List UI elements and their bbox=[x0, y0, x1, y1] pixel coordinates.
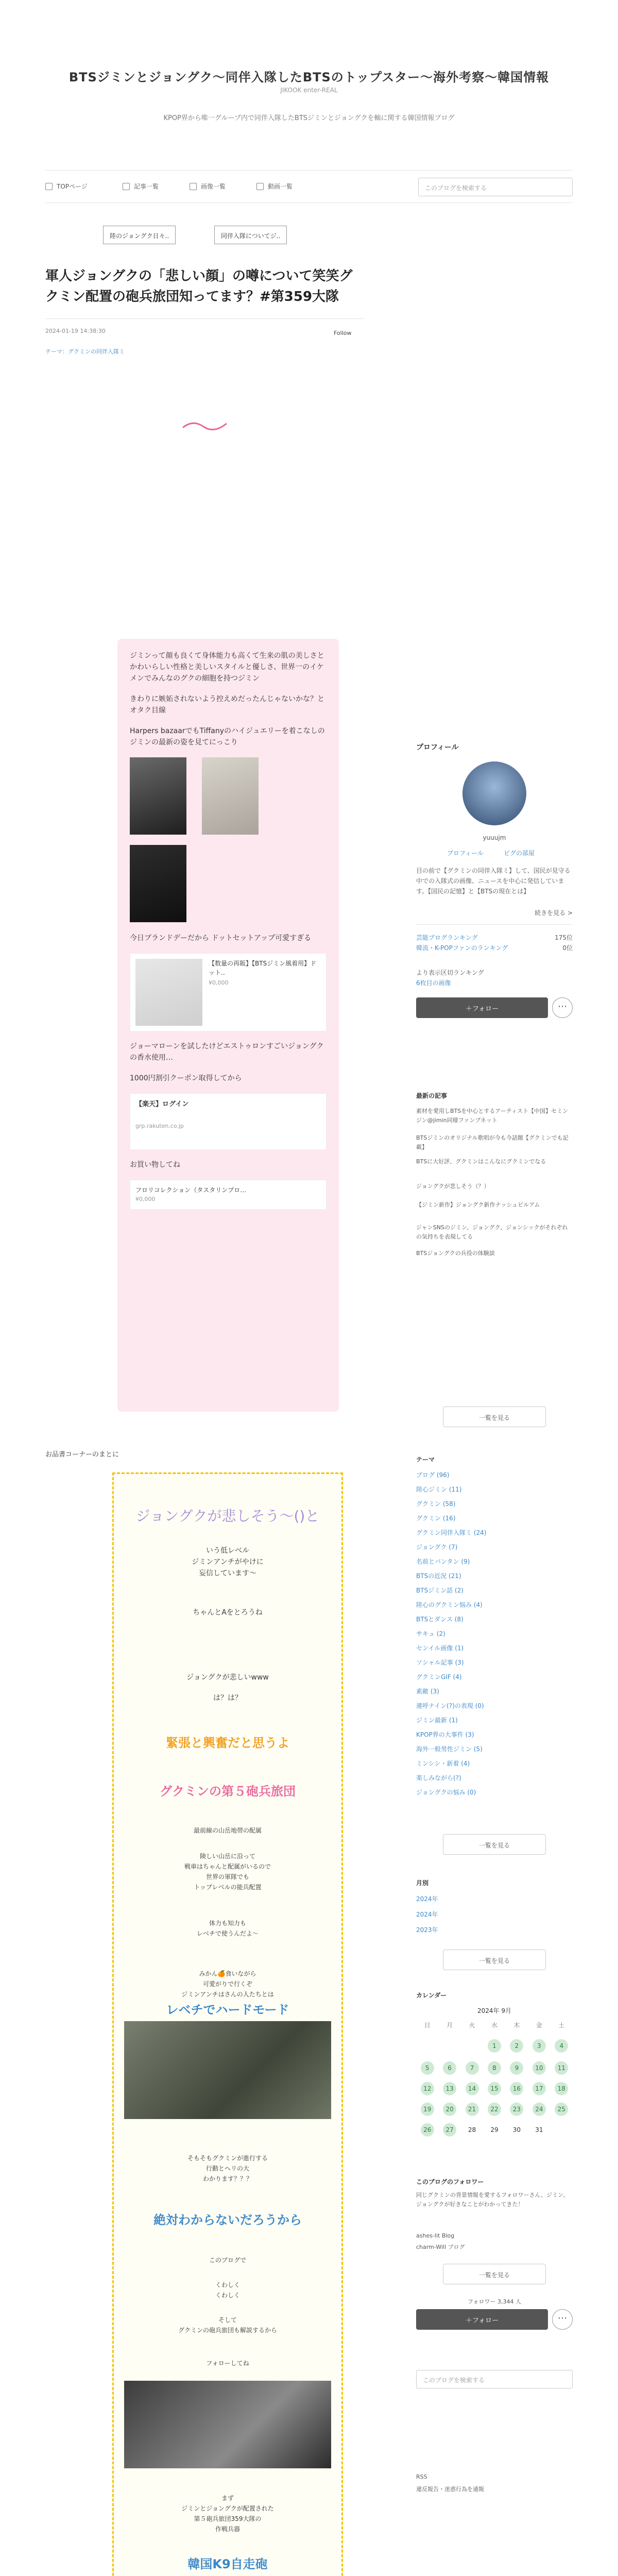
product2-price: ¥0,000 bbox=[135, 1196, 156, 1202]
follower-link-1[interactable]: ashes-lit Blog bbox=[416, 2232, 455, 2239]
report-link[interactable]: 違反報告・迷惑行為を通報 bbox=[416, 2486, 484, 2493]
yb-line-11: 険しい山岳に沿って bbox=[199, 1853, 255, 1860]
product2-title: フロリコレクション（タスタリンプロ… bbox=[135, 1187, 247, 1194]
ranking-rank-2: 0位 bbox=[562, 944, 573, 952]
yb-line-25: このブログで bbox=[209, 2257, 246, 2264]
related-pill-2[interactable]: 同伴入隊についてジ.. bbox=[214, 226, 287, 244]
category-item[interactable]: ジョングクの悩み (0) bbox=[416, 1789, 476, 1796]
follow-button[interactable]: ＋フォロー bbox=[416, 997, 548, 1018]
nav-item-images[interactable]: 画像一覧 bbox=[190, 182, 226, 191]
yb-line-26: くわしく bbox=[215, 2281, 240, 2289]
archive-heading: 月別 bbox=[416, 1879, 429, 1887]
calendar-day[interactable]: 16 bbox=[510, 2082, 523, 2095]
yb-line-28: そして bbox=[218, 2316, 237, 2324]
recent-item-1[interactable]: 素材を愛用しBTSを中心とするアーティスト【中国】セミンジン@jimin同様ファンブネット bbox=[416, 1108, 569, 1124]
recent-item-7[interactable]: BTSジョングクの兵役の体験談 bbox=[416, 1250, 495, 1257]
category-item[interactable]: BTSジミン話 (2) bbox=[416, 1587, 464, 1594]
followers-count: フォロワー 3,344 人 bbox=[468, 2298, 521, 2305]
calendar-weekday: 月 bbox=[447, 2022, 453, 2029]
calendar-day[interactable]: 1 bbox=[488, 2039, 501, 2053]
category-item[interactable]: KPOP界の大事件 (3) bbox=[416, 1731, 474, 1738]
yb-line-10: 最前線の山岳地帯の配属 bbox=[193, 1827, 262, 1834]
recent-item-6[interactable]: ジャンSNSのジミン、ジョングク、ジョンシックがそれぞれの気持ちを表現してる bbox=[416, 1224, 568, 1240]
home-icon bbox=[45, 183, 53, 190]
calendar-day[interactable]: 27 bbox=[443, 2123, 456, 2137]
main-yellow-box bbox=[112, 1472, 343, 2576]
calendar-day[interactable]: 21 bbox=[466, 2103, 479, 2116]
more-options-button-2[interactable]: ⋯ bbox=[552, 2309, 573, 2330]
image-icon bbox=[190, 183, 197, 190]
category-item[interactable]: グクミン (58) bbox=[416, 1500, 456, 1507]
calendar-weekday: 金 bbox=[536, 2022, 542, 2029]
yb-line-2: いう低レベル bbox=[206, 1547, 249, 1555]
recent-more-button[interactable]: 一覧を見る bbox=[443, 1406, 546, 1427]
sidebar-search-input[interactable]: このブログを検索する bbox=[416, 2370, 573, 2388]
calendar-day[interactable]: 24 bbox=[533, 2103, 546, 2116]
calendar-day[interactable]: 18 bbox=[555, 2082, 568, 2095]
sidebar-divider bbox=[416, 924, 573, 925]
calendar-day[interactable]: 28 bbox=[468, 2126, 476, 2133]
yb-line-31: まず bbox=[221, 2495, 234, 2502]
category-item[interactable]: 陸心のグクミン悩み (4) bbox=[416, 1601, 483, 1608]
yb-line-8: 緊張と興奮だと思うよ bbox=[166, 1736, 289, 1750]
yb-line-33: 第５砲兵旅団359大隊の bbox=[194, 2515, 262, 2522]
category-item[interactable]: 素敵 (3) bbox=[416, 1688, 439, 1695]
calendar-weekday: 火 bbox=[469, 2022, 475, 2029]
article-date: 2024-01-19 14:38:30 bbox=[45, 328, 106, 334]
calendar-day[interactable]: 30 bbox=[512, 2126, 521, 2133]
category-heading: テーマ bbox=[416, 1456, 435, 1463]
more-options-button[interactable]: ⋯ bbox=[552, 997, 573, 1018]
yb-line-19: ジミンアンチはさんの人たちとは bbox=[181, 1991, 274, 1998]
recent-item-5[interactable]: 【ジミン新作】ジョングク新作ナッシュビルアム bbox=[416, 1201, 540, 1208]
followers-description: 同じグクミンの背景情報を愛するフォロワーさん、ジミン、ジョングクが好きなことがわかってきた！ bbox=[416, 2192, 569, 2208]
yb-line-35: 韓国K9自走砲 bbox=[187, 2557, 268, 2571]
pr-label: より表示区切ランキング bbox=[416, 969, 484, 976]
article-title[interactable]: 軍人ジョングクの「悲しい顔」の噂について笑笑グクミン配置の砲兵旅団知ってます？#第359大隊 bbox=[45, 268, 353, 304]
yb-line-5: ちゃんとAをとろうね bbox=[193, 1608, 263, 1617]
followers-heading: このブログのフォロワー bbox=[416, 2178, 484, 2185]
recent-item-4[interactable]: ジョングクが悲しそう（？） bbox=[416, 1183, 490, 1190]
yb-line-4: 妄信しています〜 bbox=[199, 1569, 256, 1578]
calendar-day bbox=[421, 2039, 434, 2053]
followers-more-button[interactable]: 一覧を見る bbox=[443, 2264, 546, 2284]
archive-item[interactable]: 2023年 bbox=[416, 1926, 438, 1934]
product-image bbox=[135, 959, 202, 1026]
pink-paragraph-2: きわりに嫉妬されないよう控えめだったんじゃないかな？とオタク目線 bbox=[130, 695, 324, 715]
ranking-sub[interactable]: 韓流・K-POPファンのランキング bbox=[416, 944, 508, 952]
pigg-link[interactable]: ピグの部屋 bbox=[504, 850, 535, 857]
recent-item-2[interactable]: BTSジミンのオリジナル歌唱が今も今話題【グクミンでも記載】 bbox=[416, 1134, 569, 1150]
calendar-day[interactable]: 12 bbox=[421, 2082, 434, 2095]
calendar-day[interactable]: 14 bbox=[466, 2082, 479, 2095]
category-item[interactable]: ミンシシ・新着 (4) bbox=[416, 1760, 470, 1767]
yb-line-24: 絶対わからないだろうから bbox=[153, 2213, 302, 2227]
category-item[interactable]: BTSとダンス (8) bbox=[416, 1616, 464, 1623]
calendar-day[interactable]: 13 bbox=[443, 2082, 456, 2095]
category-item[interactable]: グクミン同伴入隊ミ (24) bbox=[416, 1529, 487, 1536]
pink-paragraph-7: お買い物してね bbox=[130, 1161, 180, 1169]
category-more-button[interactable]: 一覧を見る bbox=[443, 1834, 546, 1855]
calendar-day[interactable]: 25 bbox=[555, 2103, 568, 2116]
yb-line-7: は？は？ bbox=[213, 1694, 242, 1702]
military-scene-image-2[interactable] bbox=[124, 2381, 331, 2468]
calendar-day[interactable]: 29 bbox=[490, 2126, 499, 2133]
product-card-2[interactable] bbox=[130, 1180, 327, 1210]
calendar-day[interactable]: 7 bbox=[466, 2061, 479, 2075]
rakuten-link-card[interactable] bbox=[130, 1093, 327, 1150]
search-input[interactable]: このブログを検索する bbox=[418, 178, 573, 196]
magazine-photo-1[interactable] bbox=[130, 757, 186, 835]
calendar-day bbox=[443, 2039, 456, 2053]
yb-line-32: ジミンとジョングクが配置された bbox=[181, 2505, 274, 2512]
yb-line-18: 可愛がりで行くぞ bbox=[202, 1980, 252, 1988]
profile-description: 目の前で【グクミンの同伴入隊ミ】して、国民が見守る中での入隊式の画像、ニュースを中心に発信しています。【国民の記憶】と【BTSの現在とは】 bbox=[416, 867, 571, 895]
decorative-squiggle bbox=[180, 418, 232, 434]
magazine-photo-2[interactable] bbox=[202, 757, 259, 835]
calendar bbox=[416, 2006, 573, 2138]
global-nav bbox=[45, 170, 573, 203]
category-item[interactable]: 海外一般男性ジミン (5) bbox=[416, 1745, 483, 1753]
yb-line-22: 行動とヘリの大 bbox=[205, 2165, 249, 2172]
category-item[interactable]: 陸心ジミン (11) bbox=[416, 1486, 462, 1493]
category-item[interactable]: グクミンGIF (4) bbox=[416, 1673, 462, 1681]
section-label: お品書コーナーのまとに bbox=[45, 1451, 119, 1459]
follow-button-2[interactable]: ＋フォロー bbox=[416, 2309, 548, 2330]
calendar-day[interactable]: 23 bbox=[510, 2103, 523, 2116]
pink-paragraph-4: 今日ブランドデーだから ドットセットアップ可愛すぎる bbox=[130, 934, 312, 942]
yb-line-17: みかん🍊食いながら bbox=[199, 1970, 256, 1977]
article-theme-link[interactable]: テーマ：グクミンの同伴入隊ミ bbox=[45, 348, 125, 355]
calendar-day[interactable]: 2 bbox=[510, 2039, 523, 2053]
blog-subtitle: JIKOOK enter-REAL bbox=[280, 87, 338, 94]
calendar-day[interactable]: 5 bbox=[421, 2061, 434, 2075]
category-item[interactable]: 連呼ナイン(?)の表現 (0) bbox=[416, 1702, 484, 1709]
calendar-day[interactable]: 3 bbox=[533, 2039, 546, 2053]
nav-item-top[interactable]: TOPページ bbox=[45, 182, 88, 191]
calendar-day[interactable]: 19 bbox=[421, 2103, 434, 2116]
archive-item[interactable]: 2024年 bbox=[416, 1911, 438, 1918]
rss-link[interactable]: RSS bbox=[416, 2473, 427, 2480]
video-icon bbox=[256, 183, 264, 190]
blog-header bbox=[0, 0, 618, 165]
intro-pink-box bbox=[117, 639, 339, 1412]
calendar-day[interactable]: 8 bbox=[488, 2061, 501, 2075]
calendar-weekday: 木 bbox=[513, 2022, 520, 2029]
product-price: ¥0,000 bbox=[209, 979, 229, 986]
category-item[interactable]: 楽しみながら(?) bbox=[416, 1774, 461, 1782]
yb-line-1: ジョングクが悲しそう〜()と bbox=[135, 1507, 320, 1524]
calendar-day bbox=[555, 2123, 568, 2137]
calendar-weekday: 土 bbox=[558, 2022, 565, 2029]
recent-item-3[interactable]: BTSに大好評、グクミンはこんなにグクミンでなる bbox=[416, 1158, 546, 1165]
calendar-day[interactable]: 4 bbox=[555, 2039, 568, 2053]
profile-heading: プロフィール bbox=[416, 743, 459, 752]
calendar-day[interactable]: 17 bbox=[533, 2082, 546, 2095]
related-pill-1[interactable]: 陸のジョングク日々.. bbox=[103, 226, 176, 244]
link-url: grp.rakuten.co.jp bbox=[135, 1123, 184, 1129]
profile-avatar[interactable] bbox=[462, 761, 526, 825]
archive-item[interactable]: 2024年 bbox=[416, 1895, 438, 1903]
link-title: 【楽天】ログイン bbox=[135, 1100, 189, 1108]
category-item[interactable]: グクミン (16) bbox=[416, 1515, 456, 1522]
follower-link-2[interactable]: charm-Will ブログ bbox=[416, 2244, 465, 2250]
pr-link[interactable]: 6枚目の画像 bbox=[416, 979, 451, 987]
yb-line-29: グクミンの砲兵旅団も解説するから bbox=[178, 2327, 277, 2334]
category-item[interactable]: ブログ (96) bbox=[416, 1471, 450, 1479]
yb-line-15: 体力も知力も bbox=[209, 1920, 246, 1927]
pink-paragraph-3: Harpers bazaarでもTiffanyのハイジュエリーを着こなしのジミンの最新の姿を見てにっこり bbox=[130, 727, 325, 747]
yb-line-27: くわしく bbox=[215, 2292, 240, 2299]
category-item[interactable]: ジョングク (7) bbox=[416, 1544, 458, 1551]
calendar-grid bbox=[416, 2019, 573, 2138]
yb-line-9: グクミンの第５砲兵旅団 bbox=[160, 1784, 296, 1799]
yb-line-12: 戦車はちゃんと配属がいるので bbox=[184, 1863, 271, 1870]
pink-paragraph-1: ジミンって顔も良くて身体能力も高くて生来の肌の美しさとかわいらしい性格と美しいスタイルと優しさ、世界一のイケメンでみんなのグクの細胞を持つジミン bbox=[130, 652, 324, 683]
product-card-1[interactable] bbox=[130, 953, 327, 1031]
calendar-day[interactable]: 22 bbox=[488, 2103, 501, 2116]
yb-line-6: ジョングクが悲しいwww bbox=[186, 1673, 269, 1682]
category-item[interactable]: 名前とバンタン (9) bbox=[416, 1558, 470, 1565]
follow-share-button[interactable]: Follow bbox=[334, 330, 352, 336]
nav-item-entries[interactable]: 記事一覧 bbox=[123, 182, 159, 191]
calendar-day[interactable]: 20 bbox=[443, 2103, 456, 2116]
profile-more-link[interactable]: 続きを見る > bbox=[535, 909, 573, 917]
calendar-day[interactable]: 31 bbox=[535, 2126, 543, 2133]
product-title: 【数量の再販】【BTSジミン風着用】ドット.. bbox=[209, 960, 317, 976]
blog-description: KPOP界から唯一グループ内で同伴入隊したBTSジミンとジョングクを軸に関する韓国情報ブログ bbox=[163, 114, 455, 122]
calendar-heading: カレンダー bbox=[416, 1992, 447, 1999]
calendar-day[interactable]: 9 bbox=[510, 2061, 523, 2075]
calendar-weekday: 水 bbox=[491, 2022, 497, 2029]
recent-heading: 最新の記事 bbox=[416, 1092, 448, 1099]
profile-name[interactable]: yuuujm bbox=[483, 834, 506, 841]
military-scene-image-1[interactable] bbox=[124, 2021, 331, 2119]
yb-line-13: 世界の軍隊でも bbox=[205, 1873, 249, 1880]
calendar-day[interactable]: 10 bbox=[533, 2061, 546, 2075]
pink-paragraph-6: 1000円割引クーポン取得してから bbox=[130, 1074, 242, 1082]
blog-title[interactable]: BTSジミンとジョングク〜同伴入隊したBTSのトップスター〜海外考察〜韓国情報 bbox=[68, 70, 550, 84]
calendar-month: 2024年 9月 bbox=[477, 2007, 511, 2014]
profile-link[interactable]: プロフィール bbox=[447, 850, 484, 857]
list-icon bbox=[123, 183, 130, 190]
calendar-day[interactable]: 11 bbox=[555, 2061, 568, 2075]
calendar-day[interactable]: 26 bbox=[421, 2123, 434, 2137]
calendar-weekday: 日 bbox=[424, 2022, 431, 2029]
calendar-day bbox=[466, 2039, 479, 2053]
yb-line-20: レベチでハードモード bbox=[166, 2003, 289, 2017]
yb-line-16: レベチで使うんだよ〜 bbox=[196, 1930, 259, 1937]
category-list bbox=[416, 1467, 573, 1799]
category-item[interactable]: サキュ (2) bbox=[416, 1630, 445, 1637]
magazine-photo-3[interactable] bbox=[130, 845, 186, 922]
nav-item-videos[interactable]: 動画一覧 bbox=[256, 182, 293, 191]
yb-line-30: フォローしてね bbox=[206, 2360, 249, 2367]
calendar-day[interactable]: 15 bbox=[488, 2082, 501, 2095]
yb-line-3: ジミンアンチがやけに bbox=[192, 1558, 264, 1566]
ranking-rank: 175位 bbox=[555, 934, 573, 941]
calendar-day[interactable]: 6 bbox=[443, 2061, 456, 2075]
pink-paragraph-5: ジョーマローンを試したけどエストゥロンすごいジョングクの香水使用… bbox=[130, 1042, 324, 1062]
yb-line-23: わかります？？？ bbox=[202, 2175, 252, 2182]
title-divider bbox=[45, 318, 365, 319]
ranking-label[interactable]: 芸能ブログランキング bbox=[416, 934, 478, 941]
category-item[interactable]: ジミン最新 (1) bbox=[416, 1717, 458, 1724]
category-item[interactable]: BTSの近況 (21) bbox=[416, 1572, 461, 1580]
category-item[interactable]: ソシャル記事 (3) bbox=[416, 1659, 464, 1666]
yb-line-34: 作戦兵器 bbox=[215, 2526, 240, 2533]
magazine-image-row bbox=[130, 757, 327, 835]
magazine-image-row-2 bbox=[130, 845, 327, 922]
yb-line-21: そもそもグクミンが進行する bbox=[187, 2155, 268, 2162]
category-item[interactable]: センイル画像 (1) bbox=[416, 1645, 464, 1652]
yb-line-14: トップレベルの能兵配置 bbox=[194, 1884, 262, 1891]
archive-more-button[interactable]: 一覧を見る bbox=[443, 1950, 546, 1970]
